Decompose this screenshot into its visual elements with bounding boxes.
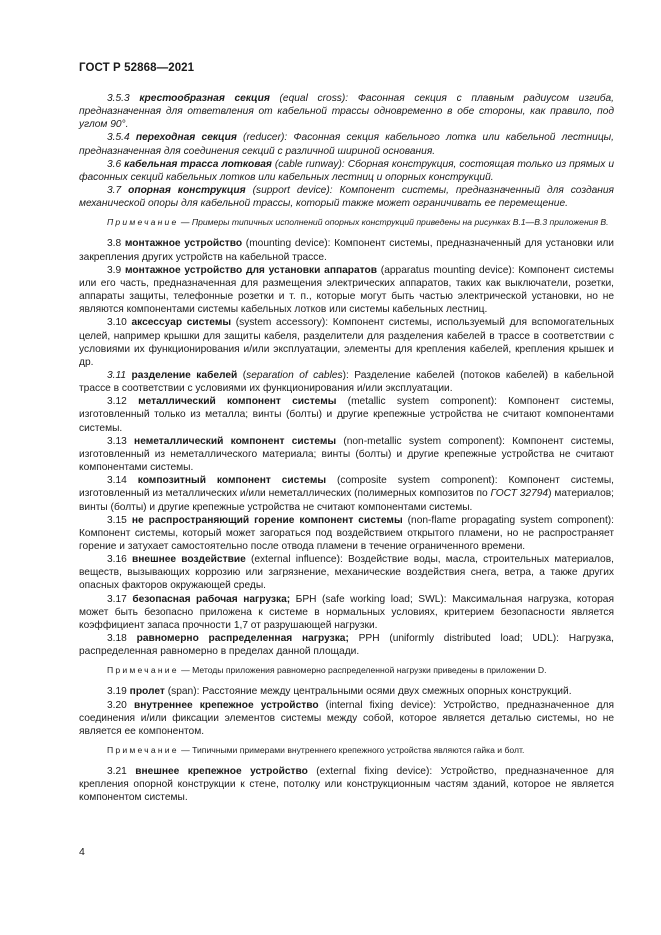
entry-3-5-4: 3.5.4 переходная секция (reducer): Фасонная секция кабельного лотка или кабельной лестницы, предназначенная для соединения секций с различной шириной основания. [79,132,614,157]
entry-3-8: 3.8 монтажное устройство (mounting device): Компонент системы, предназначенный для установки или закрепления других устройств на кабельной трассе. [79,238,614,263]
entry-3-9: 3.9 монтажное устройство для установки аппаратов (apparatus mounting device): Компонент системы или его часть, предназначенная для размещения электрических аппаратов, таких как выключатели, розетки, аппараты защиты, телефонные розетки и т. п., которые могут быть частью электрической установки, но не являются компонентами системы кабельных лотков или системы кабельных лестниц. [79,264,614,316]
page-number: 4 [79,846,85,858]
entry-3-17: 3.17 безопасная рабочая нагрузка; БРН (safe working load; SWL): Максимальная нагрузка, которая может быть безопасно приложена к системе в нормальных условиях, критерием безопасности является коэффициент запаса прочности 1,7 от разрушающей нагрузки. [79,593,614,631]
entry-3-14: 3.14 композитный компонент системы (composite system component): Компонент системы, изготовленный из металлических и/или неметаллических (полимерных композитов по ГОСТ 32794) материалов; винты (болты) и другие крепежные устройства не считают компонентами системы. [79,475,614,513]
note-1: Примечание — Примеры типичных исполнений опорных конструкций приведены на рисунках В.1—В.3 приложения В. [107,217,609,228]
entry-3-10: 3.10 аксессуар системы (system accessory): Компонент системы, используемый для вспомогательных целей, например крышки для защиты кабеля, разделители для разделения кабелей в трассе в соответствии с условиями их функционирования и/или эксплуатации, элементы для крепления кабелей, крепления крышек и др. [79,317,614,368]
standard-header: ГОСТ Р 52868—2021 [79,62,195,74]
entry-3-18: 3.18 равномерно распределенная нагрузка; РРН (uniformly distributed load; UDL): Нагрузка, распределенная равномерно в пределах данной площади. [79,633,614,658]
note-2: Примечание — Методы приложения равномерно распределенной нагрузки приведены в приложении D. [107,665,547,676]
document-body [79,92,614,805]
entry-3-12: 3.12 металлический компонент системы (metallic system component): Компонент системы, изготовленный только из металла; винты (болты) и другие крепежные устройства не считают компонентами системы. [79,396,614,434]
entry-3-15: 3.15 не распространяющий горение компонент системы (non-flame propagating system component): Компонент системы, который может загораться под воздействием открытого пламени, но не распространяет горение и затухает самостоятельно после отвода пламени в течение ограниченного времени. [79,514,614,552]
entry-3-21: 3.21 внешнее крепежное устройство (external fixing device): Устройство, предназначенное для крепления опорной конструкции к стене, потолку или конструкционным частям зданий, которое не является компонентом системы. [79,766,614,804]
entry-3-16: 3.16 внешнее воздействие (external influence): Воздействие воды, масла, строительных материалов, веществ, вызывающих коррозию или загрязнение, механические воздействия снега, ветра, а также других опасных факторов окружающей среды. [79,554,614,592]
entry-3-20: 3.20 внутреннее крепежное устройство (internal fixing device): Устройство, предназначенное для соединения и/или фиксации элементов системы между собой, которое является деталью системы, но не является ее компонентом. [79,699,614,737]
entry-3-7: 3.7 опорная конструкция (support device): Компонент системы, предназначенный для создания механической опоры для кабельной трассы, который также может ограничивать ее перемещение. [79,185,614,210]
note-3: Примечание — Типичными примерами внутреннего крепежного устройства являются гайка и болт. [107,745,525,756]
entry-3-6: 3.6 кабельная трасса лотковая (cable runway): Сборная конструкция, состоящая только из прямых и фасонных секций кабельных лотков или кабельных лестниц и опорных конструкций. [79,158,614,183]
entry-3-5-3: 3.5.3 крестообразная секция (equal cross): Фасонная секция с плавным радиусом изгиба, предназначенная для ответвления от кабельной трассы одновременно в обе стороны, как правило, под углом 90°. [79,93,614,131]
entry-3-19: 3.19 пролет (span): Расстояние между центральными осями двух смежных опорных конструкций. [107,686,572,698]
entry-3-13: 3.13 неметаллический компонент системы (non-metallic system component): Компонент системы, изготовленный из неметаллического материала; винты (болты) и другие крепежные устройства не считают компонентами системы. [79,435,614,474]
entry-3-11: 3.11 разделение кабелей (separation of cables): Разделение кабелей (потоков кабелей) в кабельной трассе в соответствии с условиями их функционирования и/или эксплуатации. [79,369,614,395]
